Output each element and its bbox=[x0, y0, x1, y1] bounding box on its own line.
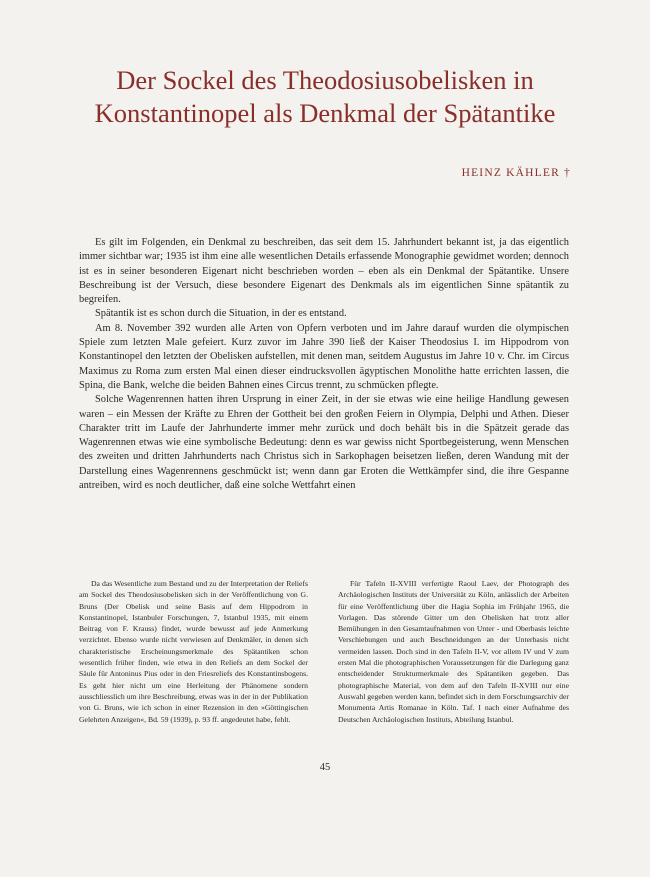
author-name: HEINZ KÄHLER † bbox=[461, 167, 571, 179]
title-line-2: Konstantinopel als Denkmal der Spätantike bbox=[94, 98, 556, 128]
page-number: 45 bbox=[319, 762, 331, 773]
title-line-1: Der Sockel des Theodosiusobelisken in bbox=[116, 65, 534, 95]
article-title bbox=[0, 64, 650, 130]
footnote-right-column bbox=[338, 578, 569, 725]
footnote-text: Da das Wesentliche zum Bestand und zu der Interpretation der Reliefs am Sockel des Theodosiusobelisken sich in der Veröffentlichung von G. Bruns (Der Obelisk und seine Basis auf dem Hippodrom in Konstantinopel, Istanbuler Forschungen, 7, Istanbul 1935, mit einem Beitrag von F. Krauss) findet, wurde bewusst auf jede Anmerkung verzichtet. Ebenso wurde nicht verwiesen auf Denkmäler, in denen sich charakteristische Erscheinungsmerkmale des Spätantiken schon wesentlich früher finden, wie etwa in den Reliefs an dem Sockel der Säule für Antoninus Pius oder in den Friesreliefs des Konstantinsbogens. Es geht hier nicht um eine Herleitung der Phänomene sondern ausschliesslich um ihre Beschreibung, etwas was in der in der Publikation von G. Bruns, wie ich schon in einer Rezension in den »Göttingischen Gelehrten Anzeigen«, Bd. 59 (1939), p. 93 ff. angedeutet habe, fehlt. bbox=[79, 579, 308, 724]
footnote-left-column bbox=[79, 578, 308, 725]
paragraph: Solche Wagenrennen hatten ihren Ursprung in einer Zeit, in der sie etwas wie eine heilige Handlung gewesen waren – ein Messen der Kräfte zu Ehren der Gottheit bei den großen Feiern in Olympia, Delphi und Athen. Dieser Charakter tritt im Laufe der Jahrhunderte immer mehr zurück und doch behält bis in die Spätzeit gerade das Wagenrennen etwas wie eine symbolische Bedeutung: denn es war gewiss nicht Sportbegeisterung, wenn Menschen des zweiten und dritten Jahrhunderts nach Christus sich in Sarkophagen beisetzen ließen, deren Wandung mit der Darstellung eines Wagenrennens geschmückt ist; wenn dann gar Eroten die Wettkämpfer sind, die ihre Gespanne antreiben, wird es noch deutlicher, daß eine solche Wettfahrt einen bbox=[79, 394, 569, 492]
paragraph: Spätantik ist es schon durch die Situation, in der es entstand. bbox=[95, 308, 347, 320]
paragraph: Am 8. November 392 wurden alle Arten von Opfern verboten und im Jahre darauf wurden die olympischen Spiele zum letzten Male gefeiert. Kurz zuvor im Jahre 390 ließ der Kaiser Theodosius I. im Hippodrom von Konstantinopel den letzten der Obelisken aufstellen, mit denen man, seitdem Augustus im Jahre 10 v. Chr. im Circus Maximus zu Roma zum ersten Mal einen dieser eindrucksvollen ägyptischen Monolithe hatte errichten lassen, die Spina, die Bank, welche die beiden Bahnen eines Circus trennt, zu schmücken pflegte. bbox=[79, 322, 569, 391]
paragraph: Es gilt im Folgenden, ein Denkmal zu beschreiben, das seit dem 15. Jahrhundert bekannt ist, ja das eigentlich immer sichtbar war; 1935 ist ihm eine alle wesentlichen Details erfassende Monographie gewidmet worden; dennoch ist es in seiner besonderen Eigenart nicht beschrieben worden – eben als ein Denkmal der Spätantike. Unsere Beschreibung ist der Versuch, diese besondere Eigenart des Denkmals als im eigentlichen Sinne spätantik zu begreifen. bbox=[79, 237, 569, 306]
main-text bbox=[79, 236, 569, 493]
footnote-text: Für Tafeln II-XVIII verfertigte Raoul Laev, der Photograph des Archäologischen Instituts der Universität zu Köln, anlässlich der Arbeiten für eine Veröffentlichung über die Hagia Sophia im Frühjahr 1965, die Vorlagen. Das störende Gitter um den Obelisken hat trotz aller Bemühungen in den Gesamtaufnahmen von Unter - und Oberbasis leichte Verschiebungen und auch Beschneidungen an der Unterbasis nicht vermeiden lassen. Doch sind in den Tafeln II-V, vor allem IV und V zum ersten Mal die photographischen Voraussetzungen für die Darlegung ganz entscheidender Strukturmerkmale des Spätantiken gegeben. Das photographische Material, von dem auf den Tafeln II-XVIII nur eine Auswahl gegeben werden kann, befindet sich in dem Forschungsarchiv der Monumenta Artis Romanae in Köln. Taf. I nach einer Aufnahme des Deutschen Archäologischen Instituts, Abteilung Istanbul. bbox=[338, 579, 569, 724]
